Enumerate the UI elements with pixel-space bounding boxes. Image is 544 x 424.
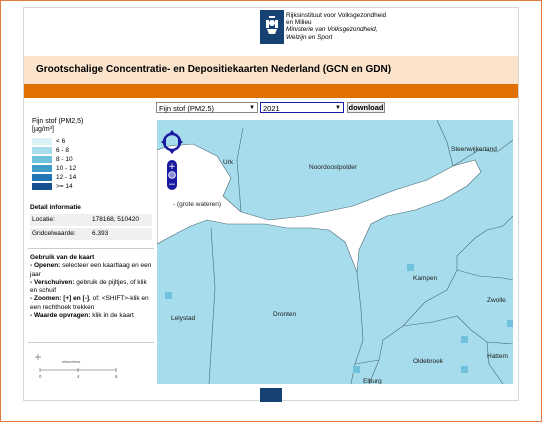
place-label: Lelystad — [171, 315, 196, 322]
scale-unit: kilometers — [62, 359, 81, 364]
org-line-1: Rijksinstituut voor Volksgezondheid — [286, 12, 387, 19]
help-text: , of: <SHIFT>-klik en een rechthoek trekken — [30, 295, 149, 311]
detail-row — [30, 214, 152, 226]
legend-class — [32, 165, 112, 173]
page-title: Grootschalige Concentratie- en Depositiekaarten Nederland (GCN en GDN) — [36, 64, 392, 75]
scale-tick: 4 — [77, 374, 80, 379]
page-container — [23, 7, 519, 401]
map-viewport[interactable] — [157, 120, 513, 384]
help-term: - Openen: — [30, 262, 61, 270]
municipal-border — [237, 128, 243, 212]
chevron-down-icon: ▼ — [335, 105, 341, 111]
legend-title: Fijn stof (PM2,5) — [32, 118, 84, 125]
legend-label: 10 - 12 — [56, 165, 77, 172]
place-label: Zwolle — [487, 297, 506, 304]
title-band — [24, 56, 518, 84]
detail-key: Gridcelwaarde: — [32, 230, 76, 237]
help-text: gebruik de pijltjes, of klik en schuif — [30, 278, 147, 295]
help-item — [30, 312, 154, 320]
grid-cell — [165, 292, 172, 299]
grid-cell — [507, 320, 513, 327]
help-heading: Gebruik van de kaart — [30, 254, 95, 261]
detail-value: 6.393 — [92, 230, 109, 237]
substance-select[interactable] — [156, 102, 258, 113]
scale-tick: 8 — [115, 374, 118, 379]
municipal-border — [487, 342, 503, 384]
place-label: Dronten — [273, 311, 297, 318]
organisation-name — [286, 12, 386, 41]
municipal-border — [403, 316, 513, 344]
detail-heading: Detail informatie — [30, 204, 81, 211]
help-item — [30, 279, 154, 296]
place-label: Noordoostpolder — [309, 164, 358, 171]
legend-swatch — [32, 183, 52, 190]
municipal-border — [457, 216, 513, 270]
help-item — [30, 262, 154, 279]
org-line-4: Welzijn en Sport — [286, 33, 333, 41]
municipal-border — [355, 360, 379, 364]
download-button[interactable]: download — [348, 103, 384, 112]
legend-swatch — [32, 147, 52, 154]
place-label: Hattem — [487, 353, 508, 360]
grid-cell — [461, 366, 468, 373]
divider — [28, 342, 154, 343]
place-label: Steenwijkerland — [451, 146, 497, 153]
rivm-logo — [260, 10, 284, 44]
legend-swatch — [32, 165, 52, 172]
chevron-down-icon: ▼ — [249, 105, 255, 111]
year-select[interactable] — [260, 102, 344, 113]
substance-select-value: Fijn stof (PM2.5) — [159, 104, 215, 113]
scale-tick: 0 — [39, 374, 42, 379]
help-term: - Verschuiven: — [30, 278, 75, 286]
municipal-border — [209, 228, 215, 384]
scale-bar — [32, 350, 122, 380]
legend-class — [32, 156, 112, 164]
org-line-3: Ministerie van Volksgezondheid, — [286, 26, 378, 34]
municipal-border — [453, 140, 513, 166]
map-usage-help — [30, 254, 154, 320]
legend-class — [32, 147, 112, 155]
zoom-slider-icon — [169, 172, 176, 179]
help-text: klik in de kaart — [90, 312, 134, 320]
municipal-border — [437, 120, 453, 166]
place-label: Elburg — [363, 378, 382, 384]
svg-text:+: + — [168, 162, 176, 172]
legend-label: 12 - 14 — [56, 174, 77, 181]
zoom-out-icon — [168, 180, 176, 190]
legend-class — [32, 183, 112, 191]
org-line-2: en Milieu — [286, 19, 312, 27]
municipal-border — [369, 270, 457, 384]
detail-key: Locatie: — [32, 216, 55, 223]
detail-table — [30, 214, 152, 242]
divider — [28, 248, 154, 249]
grid-cell — [353, 366, 360, 373]
legend-label: 8 - 10 — [56, 156, 73, 163]
place-label: Oldebroek — [413, 358, 443, 365]
help-term: - Zoomen: [+] en [-] — [30, 295, 90, 303]
grid-cell — [461, 336, 468, 343]
place-label: - (grote wateren) — [173, 201, 222, 208]
orange-bar — [24, 84, 518, 98]
north-arrow-icon — [35, 354, 41, 360]
municipal-border — [457, 270, 513, 280]
legend-swatch — [32, 174, 52, 181]
place-label: Urk — [223, 159, 234, 166]
legend-swatch — [32, 156, 52, 163]
footer-tab — [260, 388, 282, 402]
legend-label: >= 14 — [56, 183, 73, 190]
year-select-value: 2021 — [263, 104, 280, 113]
legend-class — [32, 174, 112, 182]
map-legend — [32, 118, 84, 190]
legend-label: 6 - 8 — [56, 147, 70, 154]
detail-row — [30, 228, 152, 240]
legend-label: < 6 — [56, 138, 66, 145]
pan-control-icon — [161, 130, 183, 154]
legend-swatch — [32, 138, 52, 145]
legend-unit: [µg/m³] — [32, 126, 54, 133]
grid-cell — [407, 264, 414, 271]
detail-value: 178168, 510420 — [92, 216, 139, 223]
legend-class — [32, 138, 112, 146]
help-text: selecteer een kaartlaag en een jaar — [30, 262, 152, 278]
help-item — [30, 295, 154, 312]
zoom-in-icon — [168, 162, 176, 172]
help-term: - Waarde opvragen: — [30, 312, 91, 320]
place-label: Kampen — [413, 275, 438, 282]
map-canvas — [157, 120, 513, 384]
svg-text:−: − — [168, 180, 176, 190]
